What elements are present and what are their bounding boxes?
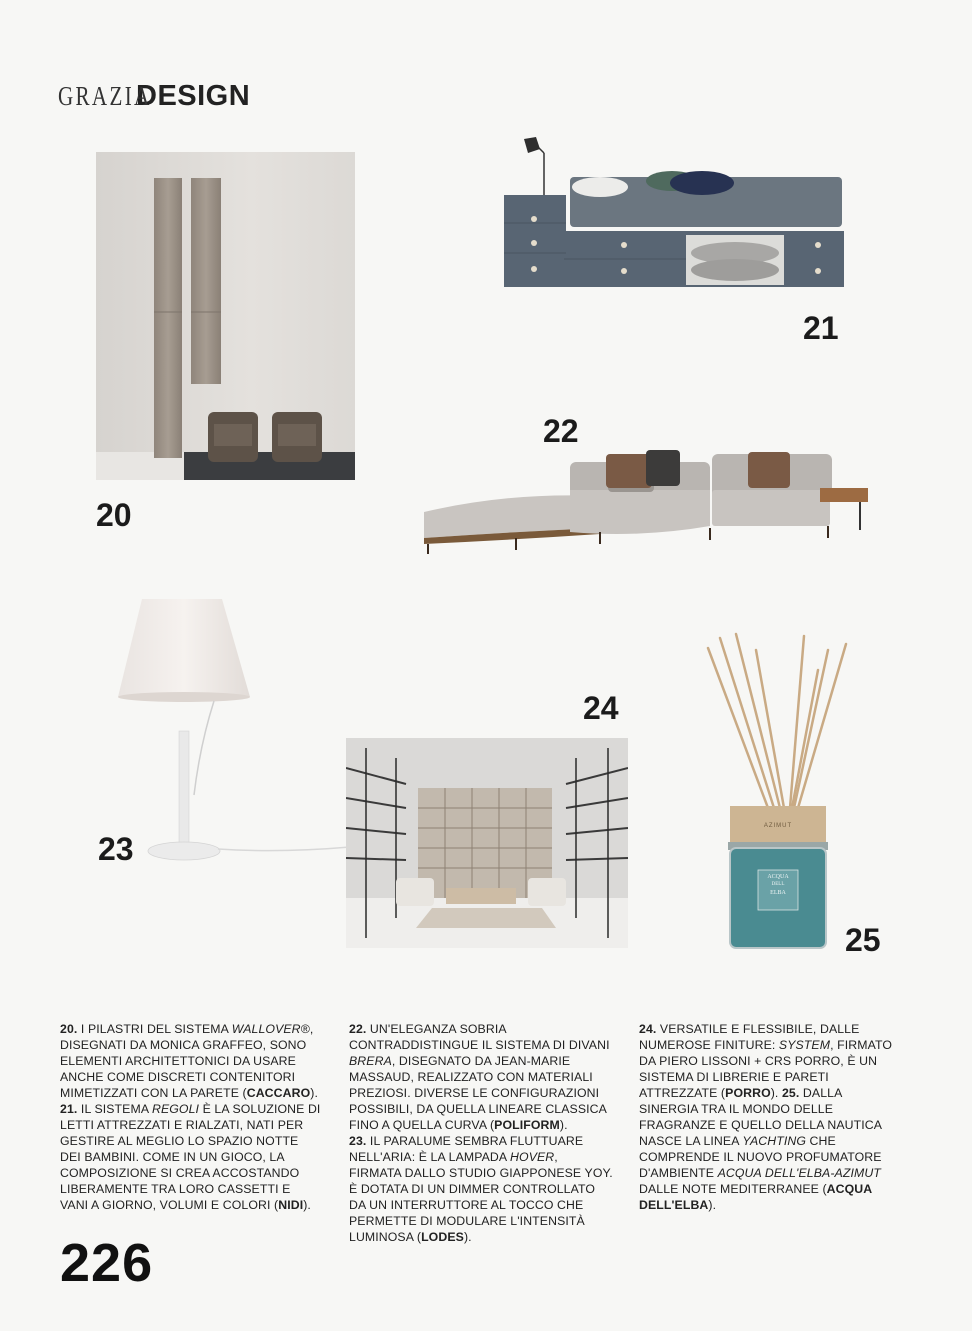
caption-24-text-a: VERSATILE E FLESSIBILE, DALLE NUMEROSE FINITURE: <box>639 1022 860 1052</box>
caption-22-text-c: ). <box>559 1118 568 1132</box>
bottle-label-line3: ELBA <box>770 890 786 896</box>
caption-21-text-a: IL SISTEMA <box>77 1102 152 1116</box>
page-number: 226 <box>60 1233 154 1293</box>
photo-acqua-elba-diffuser <box>700 630 860 952</box>
caption-23-number: 23. <box>349 1134 367 1148</box>
bottle-label <box>758 873 798 897</box>
caption-24-text-c: ). <box>770 1086 779 1100</box>
caption-column-3 <box>639 1021 904 1213</box>
caption-24 <box>639 1021 904 1213</box>
caption-24-brand: PORRO <box>725 1086 771 1100</box>
caption-22-text-a: UN'ELEGANZA SOBRIA CONTRADDISTINGUE IL SISTEMA DI DIVANI <box>349 1022 610 1052</box>
caption-23-brand: LODES <box>421 1230 464 1244</box>
photo-system-bookcase <box>346 738 628 948</box>
caption-column-1 <box>60 1021 322 1213</box>
brand-design: DESIGN <box>136 80 251 112</box>
caption-20 <box>60 1021 322 1101</box>
caption-column-2 <box>349 1021 613 1245</box>
caption-20-text-b: , DISEGNATI DA MONICA GRAFFEO, SONO ELEMENTI ARCHITETTONICI DA USARE ANCHE COME DISCRETI CONTENITORI MIMETIZZATI CON LA PARETE ( <box>60 1022 314 1100</box>
item-number-22: 22 <box>543 413 579 449</box>
caption-21-brand: NIDI <box>278 1198 304 1212</box>
caption-25-text-a: DALLA SINERGIA TRA IL MONDO DELLE FRAGRANZE E QUELLO DELLA NAUTICA NASCE LA LINEA <box>639 1086 882 1148</box>
caption-25-brand: ACQUA DELL'ELBA <box>639 1182 872 1212</box>
caption-23-text-b: , FIRMATA DALLO STUDIO GIAPPONESE YOY. È DOTATA DI UN DIMMER CONTROLLATO DA UN INTERRUTTORE AL TOCCO CHE PERMETTE DI MODULARE L'INTENSITÀ LUMINOSA ( <box>349 1150 613 1244</box>
caption-21 <box>60 1101 322 1213</box>
caption-20-number: 20. <box>60 1022 78 1036</box>
caption-24-product: SYSTEM <box>778 1038 831 1052</box>
caption-21-product: REGOLI <box>151 1102 200 1116</box>
brand-grazia: GRAZIA <box>58 81 152 111</box>
caption-23-text-a: IL PARALUME SEMBRA FLUTTUARE NELL'ARIA: È LA LAMPADA <box>349 1134 584 1164</box>
bottle-label-line2: DELL <box>771 882 785 887</box>
item-number-25: 25 <box>845 922 881 958</box>
caption-23-product: HOVER <box>510 1150 555 1164</box>
caption-22 <box>349 1021 613 1133</box>
photo-hover-lamp <box>110 595 350 865</box>
caption-25-text-c: DALLE NOTE MEDITERRANEE ( <box>639 1182 827 1196</box>
caption-22-text-b: , DISEGNATO DA JEAN-MARIE MASSAUD, REALIZZATO CON MATERIALI PREZIOSI. DIVERSE LE CONFIGURAZIONI POSSIBILI, DA QUELLA LINEARE CLASSICA FINO A QUELLA CURVA ( <box>349 1054 607 1132</box>
caption-25-text-b: CHE COMPRENDE IL NUOVO PROFUMATORE D'AMBIENTE <box>639 1134 882 1180</box>
item-number-21: 21 <box>803 310 839 346</box>
caption-22-number: 22. <box>349 1022 367 1036</box>
caption-23 <box>349 1133 613 1245</box>
magazine-header <box>58 80 250 113</box>
caption-23-text-c: ). <box>463 1230 472 1244</box>
caption-20-product: WALLOVER® <box>231 1022 310 1036</box>
item-number-20: 20 <box>96 497 132 533</box>
bottle-cap-brand: AZIMUT <box>763 823 793 829</box>
item-number-23: 23 <box>98 831 134 867</box>
caption-21-number: 21. <box>60 1102 78 1116</box>
caption-25-number: 25. <box>781 1086 800 1100</box>
caption-25-product: ACQUA DELL'ELBA-AZIMUT <box>717 1166 881 1180</box>
caption-20-brand: CACCARO <box>246 1086 311 1100</box>
bottle-label-line1: ACQUA <box>767 874 789 880</box>
caption-20-text-c: ). <box>310 1086 318 1100</box>
caption-25-text-d: ). <box>708 1198 717 1212</box>
caption-20-text-a: I PILASTRI DEL SISTEMA <box>77 1022 232 1036</box>
caption-22-brand: POLIFORM <box>494 1118 560 1132</box>
caption-25-line: YACHTING <box>742 1134 807 1148</box>
caption-21-text-c: ). <box>303 1198 311 1212</box>
photo-wallover-pillars <box>96 152 355 480</box>
caption-21-text-b: È LA SOLUZIONE DI LETTI ATTREZZATI E RIALZATI, NATI PER GESTIRE AL MEGLIO LO SPAZIO NOTTE DEI BAMBINI. COME IN UN GIOCO, LA COMPOSIZIONE SI CREA ACCOSTANDO LIBERAMENTE TRA LORO CASSETTI E VANI A GIORNO, VOLUMI E COLORI ( <box>60 1102 321 1212</box>
caption-24-number: 24. <box>639 1022 657 1036</box>
caption-24-text-b: , FIRMATO DA PIERO LISSONI + CRS PORRO, È UN SISTEMA DI LIBRERIE E PARETI ATTREZZATE ( <box>639 1038 893 1100</box>
item-number-24: 24 <box>583 690 619 726</box>
caption-22-product: BRERA <box>349 1054 392 1068</box>
photo-brera-sofa <box>420 440 875 565</box>
photo-regoli-bed <box>500 135 850 290</box>
